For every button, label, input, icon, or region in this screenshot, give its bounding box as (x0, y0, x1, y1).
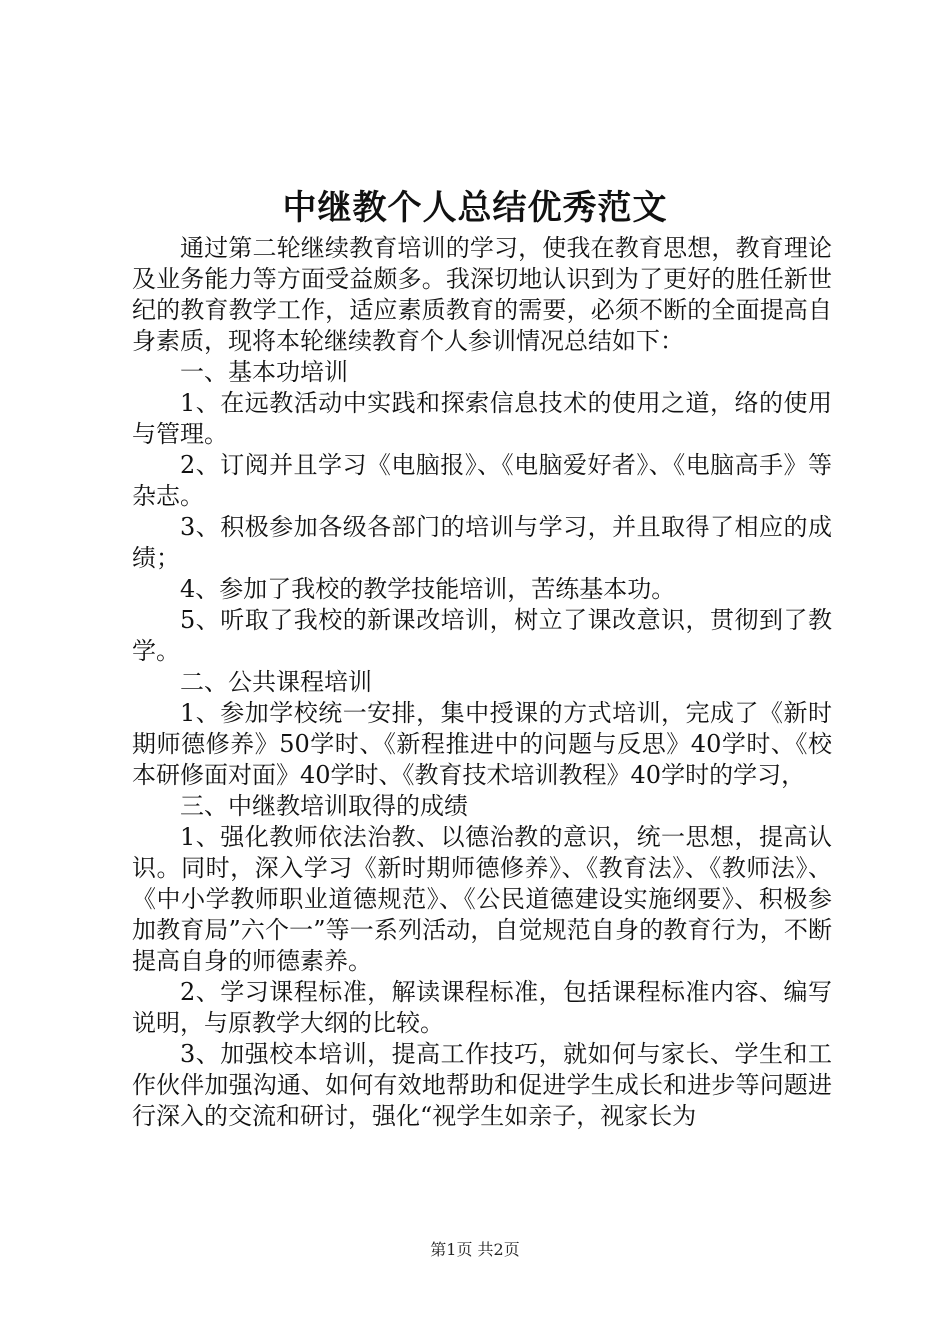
paragraph: 1、参加学校统一安排，集中授课的方式培训，完成了《新时期师德修养》50学时、《新程推进中的问题与反思》40学时、《校本研修面对面》40学时、《教育技术培训教程》40学时的学习， (132, 699, 832, 789)
paragraph: 2、订阅并且学习《电脑报》、《电脑爱好者》、《电脑高手》等杂志。 (132, 451, 832, 510)
paragraph: 1、在远教活动中实践和探索信息技术的使用之道，络的使用与管理。 (132, 389, 832, 448)
section-heading: 一、基本功培训 (180, 358, 348, 386)
paragraph: 3、积极参加各级各部门的培训与学习，并且取得了相应的成绩； (132, 513, 832, 572)
section-heading: 二、公共课程培训 (180, 668, 372, 696)
document-body (132, 233, 832, 1132)
paragraph: 3、加强校本培训，提高工作技巧，就如何与家长、学生和工作伙伴加强沟通、如何有效地帮助和促进学生成长和进步等问题进行深入的交流和研讨，强化“视学生如亲子，视家长为 (132, 1040, 832, 1130)
page-footer: 第1页 共2页 (430, 1240, 520, 1259)
document-title: 中继教个人总结优秀范文 (282, 188, 668, 228)
paragraph: 4、参加了我校的教学技能培训，苦练基本功。 (180, 575, 676, 603)
paragraph-intro: 通过第二轮继续教育培训的学习，使我在教育思想，教育理论及业务能力等方面受益颇多。我深切地认识到为了更好的胜任新世纪的教育教学工作，适应素质教育的需要，必须不断的全面提高自身素质，现将本轮继续教育个人参训情况总结如下： (132, 234, 832, 355)
paragraph: 1、强化教师依法治教、以德治教的意识，统一思想，提高认识。同时，深入学习《新时期师德修养》、《教育法》、《教师法》、《中小学教师职业道德规范》、《公民道德建设实施纲要》、积极参加教育局”六个一”等一系列活动，自觉规范自身的教育行为，不断提高自身的师德素养。 (132, 823, 832, 975)
section-heading: 三、中继教培训取得的成绩 (180, 792, 468, 820)
paragraph: 5、听取了我校的新课改培训，树立了课改意识，贯彻到了教学。 (132, 606, 832, 665)
paragraph: 2、学习课程标准，解读课程标准，包括课程标准内容、编写说明，与原教学大纲的比较。 (132, 978, 832, 1037)
